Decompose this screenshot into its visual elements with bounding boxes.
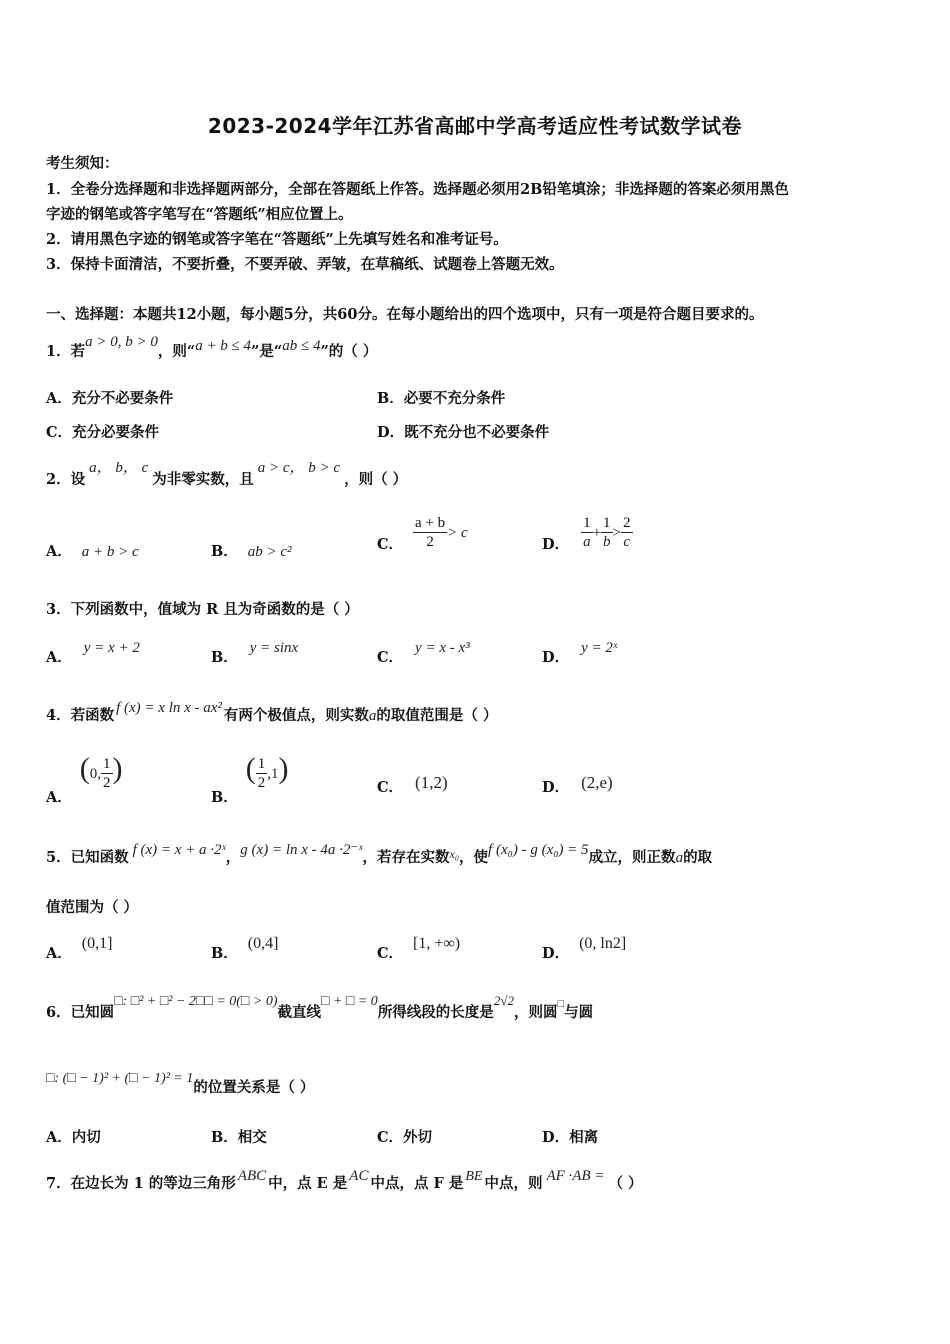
q4-b-num: 1 [257, 756, 266, 772]
question-4-stem [46, 700, 498, 725]
q4-prefix: 4．若函数 [46, 707, 115, 724]
q4-func: f (x) = x ln x - ax² [116, 700, 222, 716]
q7-triangle: ABC [237, 1168, 267, 1184]
q3-c-label: C． [377, 649, 404, 666]
q3-option-d[interactable] [542, 636, 618, 666]
q5-a-expr: (0,1] [81, 935, 113, 952]
q5-mid: ，若存在实数 [362, 849, 450, 866]
q6-mid1: 截直线 [277, 1004, 321, 1021]
q5-b-label: B． [211, 945, 238, 962]
q4-option-d[interactable] [542, 772, 613, 796]
q5-option-a[interactable] [46, 932, 113, 962]
q2-vars: a， b， c [89, 460, 149, 476]
q3-b-expr: y = sinx [249, 640, 299, 656]
q5-eq: f (x₀) - g (x₀) = 5 [488, 842, 589, 858]
q5-option-b[interactable] [211, 932, 279, 962]
q4-d-expr: (2,e) [581, 773, 613, 792]
q3-option-b[interactable] [211, 636, 299, 666]
q2-c-num: a + b [415, 515, 446, 531]
q5-d-label: D． [542, 945, 570, 962]
q4-b-one: ,1 [267, 766, 279, 782]
q2-c-label: C． [377, 536, 404, 553]
q2-mid: 为非零实数，且 [152, 471, 254, 488]
q5-x0: x₀ [449, 847, 460, 861]
question-6-stem [46, 993, 594, 1022]
q2-prefix: 2．设 [46, 471, 86, 488]
q7-prefix: 7．在边长为 1 的等边三角形 [46, 1175, 236, 1192]
q5-c-label: C． [377, 945, 404, 962]
q4-option-a[interactable] [46, 752, 123, 806]
q4-a-label: A． [46, 789, 72, 806]
q2-option-c[interactable] [377, 514, 468, 551]
q1-option-d[interactable]: D．既不充分也不必要条件 [377, 424, 550, 441]
q2-d-frac3 [621, 514, 633, 551]
q5-option-d[interactable] [542, 932, 627, 962]
notice-line-3: 3．保持卡面清洁，不要折叠，不要弄破、弄皱，在草稿纸、试题卷上答题无效。 [46, 256, 564, 273]
q2-b-label: B． [211, 543, 238, 560]
notice-line-2: 2．请用黑色字迹的钢笔或答字笔在“答题纸”上先填写姓名和准考证号。 [46, 231, 508, 248]
q4-a-left: ( [79, 752, 90, 785]
q6-circle1: □: □² + □² − 2□□ = 0(□ > 0) [114, 994, 278, 1009]
q2-a-label: A． [46, 543, 72, 560]
q2-d-den3: c [623, 534, 631, 550]
q6-len: 2√2 [493, 993, 514, 1008]
q5-sep: ， [225, 849, 241, 866]
q5-d-expr: (0, ln2] [579, 935, 627, 952]
question-7-stem [46, 1168, 643, 1193]
q6-option-a[interactable]: A．内切 [46, 1129, 101, 1146]
q6-suffix: 与圆 [564, 1004, 594, 1021]
q6-line2: 的位置关系是（ ） [193, 1079, 315, 1096]
q2-option-b[interactable] [211, 540, 292, 561]
notice-line-1b: 字迹的钢笔或答字笔写在“答题纸”相应位置上。 [46, 206, 353, 223]
q4-a-den: 2 [103, 775, 111, 791]
q6-line: □ + □ = 0 [321, 994, 378, 1009]
q2-cond: a > c， b > c [257, 460, 341, 476]
q1-option-c[interactable]: C．充分必要条件 [46, 424, 160, 441]
q5-mid2: ，使 [459, 849, 489, 866]
q5-stem-line2: 值范围为（ ） [46, 899, 139, 916]
question-2-stem [46, 460, 408, 489]
q6-option-c[interactable]: C．外切 [377, 1129, 433, 1146]
question-5-stem [46, 842, 713, 867]
q3-a-expr: y = x + 2 [83, 640, 140, 656]
q2-b-expr: ab > c² [247, 544, 292, 560]
q4-suffix: 的取值范围是（ ） [376, 707, 498, 724]
notice-heading: 考生须知： [46, 155, 119, 172]
q7-mid2: 中点，点 F 是 [370, 1175, 464, 1192]
q2-d-gt: > [612, 525, 622, 541]
q1-q: ab ≤ 4 [282, 338, 321, 354]
q6-mid3: ，则圆 [513, 1004, 558, 1021]
q5-a: a [675, 850, 684, 866]
q1-option-b[interactable]: B．必要不充分条件 [377, 390, 506, 407]
section-heading: 一、选择题：本题共12小题，每小题5分，共60分。在每小题给出的四个选项中，只有一项是符合题目要求的。 [46, 306, 764, 323]
q1-mid1: ，则“ [157, 343, 196, 360]
q2-option-a[interactable] [46, 540, 139, 561]
q1-p: a + b ≤ 4 [195, 338, 252, 354]
q2-option-d[interactable] [542, 514, 633, 551]
q4-a-num: 1 [103, 756, 111, 772]
q3-d-expr: y = 2ˣ [581, 640, 618, 656]
q4-b-den: 2 [257, 775, 266, 791]
q5-f: f (x) = x + a ·2ˣ [132, 842, 226, 858]
q2-suffix: ，则（ ） [344, 471, 408, 488]
q4-c-expr: (1,2) [415, 773, 448, 792]
q4-a-zero: 0, [89, 766, 102, 782]
question-1-stem [46, 334, 378, 361]
q2-d-num3: 2 [623, 515, 631, 531]
q5-option-c[interactable] [377, 932, 461, 962]
q1-prefix: 1．若 [46, 343, 86, 360]
q3-d-label: D． [542, 649, 570, 666]
q5-mid3: 成立，则正数 [588, 849, 676, 866]
q7-suffix: （ ） [608, 1175, 643, 1192]
q2-c-rest: > c [447, 525, 468, 541]
q5-suffix: 的取 [683, 849, 713, 866]
q6-option-d[interactable]: D．相离 [542, 1129, 599, 1146]
q2-d-plus: + [592, 525, 602, 541]
q2-c-fraction [413, 514, 447, 551]
q4-a-right: ) [112, 752, 123, 785]
q4-b-label: B． [211, 789, 238, 806]
q4-option-b[interactable] [211, 752, 289, 806]
q6-option-b[interactable]: B．相交 [211, 1129, 267, 1146]
question-3-stem: 3．下列函数中，值域为 R 且为奇函数的是（ ） [46, 601, 359, 618]
q6-circle2: □: (□ − 1)² + (□ − 1)² = 1 [46, 1071, 194, 1086]
q5-a-label: A． [46, 945, 72, 962]
q4-mid: 有两个极值点，则实数 [223, 707, 369, 724]
q7-mid1: 中，点 E 是 [268, 1175, 348, 1192]
q1-suffix: ”的（ ） [320, 343, 378, 360]
q2-a-expr: a + b > c [81, 544, 139, 560]
q6-stem-line2 [46, 1071, 315, 1097]
q2-d-frac2 [601, 514, 613, 551]
q4-var: a [368, 708, 377, 724]
q3-option-a[interactable] [46, 636, 140, 666]
q3-c-expr: y = x - x³ [415, 640, 470, 656]
q6-m: □ [557, 998, 565, 1010]
q4-b-frac [256, 755, 268, 792]
q7-ac: AC [349, 1168, 369, 1184]
q7-expr: AF ·AB = [546, 1168, 605, 1184]
q4-c-label: C． [377, 779, 404, 796]
notice-line-1a: 1．全卷分选择题和非选择题两部分，全部在答题纸上作答。选择题必须用2B铅笔填涂；非选择题的答案必须用黑色 [46, 181, 789, 198]
q5-prefix: 5．已知函数 [46, 849, 129, 866]
q4-option-c[interactable] [377, 772, 448, 796]
q4-b-left: ( [245, 752, 256, 785]
q2-d-den1: a [583, 534, 591, 550]
q2-d-num2: 1 [603, 515, 611, 531]
page-title: 2023-2024学年江苏省高邮中学高考适应性考试数学试卷 [207, 114, 743, 138]
q4-d-label: D． [542, 779, 570, 796]
q3-a-label: A． [46, 649, 72, 666]
q5-b-expr: (0,4] [247, 935, 279, 952]
q7-mid3: 中点，则 [484, 1175, 543, 1192]
q1-option-a[interactable]: A．充分不必要条件 [46, 390, 174, 407]
q6-mid2: 所得线段的长度是 [377, 1004, 494, 1021]
q1-condition: a > 0, b > 0 [85, 334, 158, 350]
q2-d-den2: b [603, 534, 611, 550]
q4-a-frac [101, 755, 113, 792]
q5-g: g (x) = ln x - 4a ·2⁻ˣ [240, 842, 363, 858]
q7-be: BE [465, 1169, 483, 1184]
q5-c-expr: [1, +∞) [413, 935, 461, 952]
q3-option-c[interactable] [377, 636, 470, 666]
q2-d-num1: 1 [583, 515, 591, 531]
q6-prefix: 6．已知圆 [46, 1004, 115, 1021]
q2-d-frac1 [581, 514, 593, 551]
q2-d-label: D． [542, 536, 570, 553]
q3-b-label: B． [211, 649, 238, 666]
q2-c-den: 2 [426, 534, 434, 550]
q1-mid2: ”是“ [251, 343, 283, 360]
q4-b-right: ) [278, 752, 289, 785]
